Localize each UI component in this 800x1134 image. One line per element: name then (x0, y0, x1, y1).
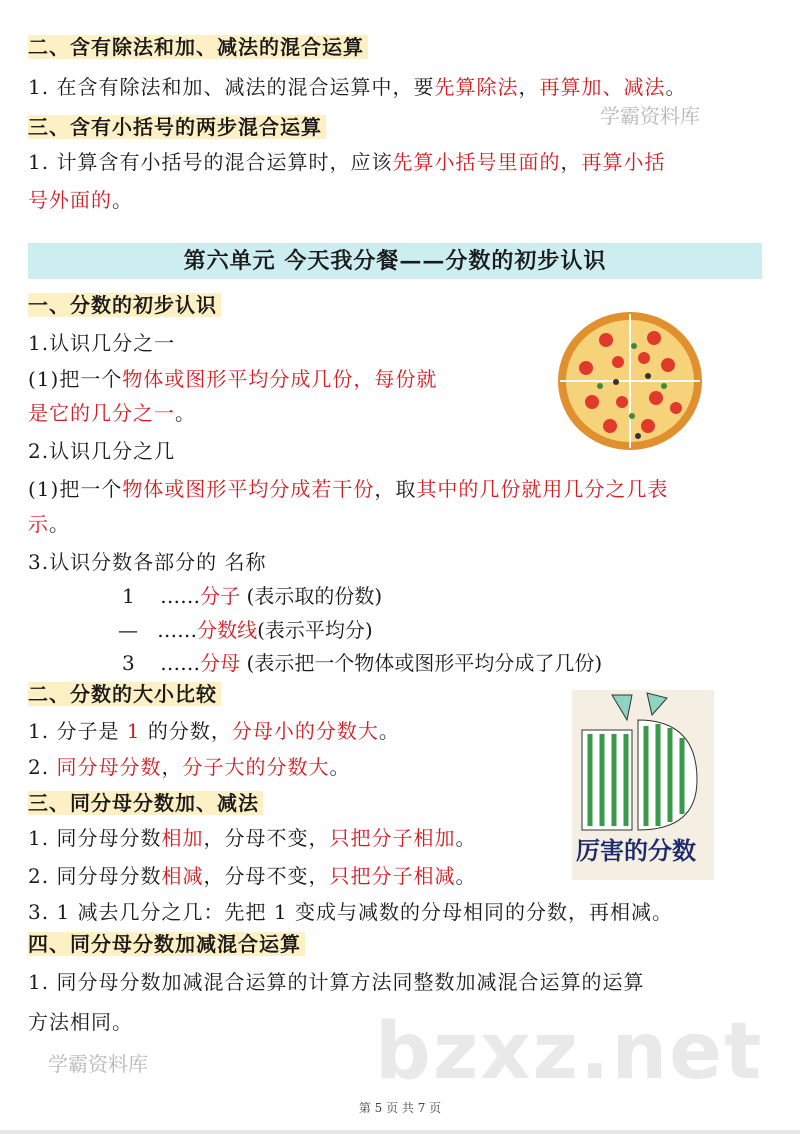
text-line (28, 147, 665, 177)
fraction-part-note: (表示平均分) (257, 618, 373, 642)
text-line (28, 436, 175, 466)
line-content (28, 550, 266, 574)
line-content (28, 755, 350, 779)
fraction-dots: …… (157, 618, 198, 642)
section-heading (28, 788, 263, 818)
line-content (28, 826, 476, 850)
text-segment: 1.认识几分之一 (28, 331, 176, 355)
section-heading (28, 32, 368, 62)
key-point-text: 相加 (161, 826, 204, 850)
text-segment: ， (161, 755, 183, 779)
text-line (28, 861, 476, 891)
heading-highlight (28, 791, 263, 815)
heading-highlight (28, 115, 326, 139)
text-line (28, 547, 266, 577)
pizza-image (556, 310, 704, 452)
fraction-symbol: — (118, 618, 138, 642)
line-content (28, 401, 196, 425)
fraction-dots: …… (160, 584, 201, 608)
text-segment: 一、分数的初步认识 (28, 293, 217, 317)
page-footer: 第 5 页 共 7 页 (358, 1101, 442, 1115)
text-segment: ，分母不变， (203, 826, 330, 850)
text-segment: 。 (455, 864, 477, 888)
text-segment: 四、同分母分数加减混合运算 (28, 932, 301, 956)
text-line (28, 509, 70, 539)
text-segment: 二、分数的大小比较 (28, 682, 217, 706)
text-line (28, 716, 400, 746)
text-line (28, 752, 350, 782)
text-segment: 1. 在含有除法和加、减法的混合运算中，要 (28, 75, 435, 99)
text-line (28, 897, 673, 927)
section-heading (28, 290, 221, 320)
key-point-text: 只把分子相减 (329, 864, 456, 888)
text-segment: ，取 (374, 477, 417, 501)
text-segment: 3. 1 减去几分之几：先把 1 变成与减数的分母相同的分数，再相减。 (28, 900, 673, 924)
key-point-text: 是它的几分之一 (28, 401, 175, 425)
key-point-text: 先算小括号里面的 (392, 150, 561, 174)
key-point-text: 只把分子相加 (329, 826, 456, 850)
watermark-site: bzxz.net (375, 1007, 764, 1097)
fraction-part-note: (表示把一个物体或图形平均分成了几份) (240, 651, 603, 675)
line-content (28, 150, 665, 174)
text-segment: 。 (112, 188, 133, 212)
line-content (28, 900, 673, 924)
heading-highlight (28, 35, 368, 59)
key-point-text: 示 (28, 512, 49, 536)
section-heading (28, 112, 326, 142)
fraction-part-name: 分母 (200, 651, 241, 675)
line-content (28, 512, 70, 536)
text-line (28, 398, 196, 428)
line-content (28, 75, 686, 99)
key-point-text: 其中的几份就用几分之几表 (416, 477, 669, 501)
fraction-part-name: 分数线 (197, 618, 258, 642)
text-line (28, 185, 133, 215)
text-segment: 。 (49, 512, 70, 536)
key-point-text: 先算除法 (434, 75, 519, 99)
text-segment: 的分数， (140, 719, 232, 743)
key-point-text: 分母小的分数大 (231, 719, 379, 743)
section-heading (28, 929, 305, 959)
line-content (28, 331, 175, 355)
text-line (28, 364, 437, 394)
key-point-text: 同分母分数 (56, 755, 162, 779)
text-segment: ， (518, 75, 540, 99)
key-point-text: 号外面的 (28, 188, 112, 212)
key-point-text: 物体或图形平均分成若干份 (122, 477, 375, 501)
fraction-illustration (572, 690, 714, 884)
text-segment: 1. 同分母分数 (28, 826, 162, 850)
fraction-part-note: (表示取的份数) (240, 584, 383, 608)
text-segment: 2. (28, 755, 57, 779)
text-segment: 。 (378, 719, 400, 743)
text-segment: 2.认识几分之几 (28, 439, 176, 463)
text-segment: 3.认识分数各部分的 名称 (28, 550, 267, 574)
key-point-text: 物体或图形平均分成几份，每份就 (122, 367, 438, 391)
key-point-text: 分子大的分数大 (182, 755, 330, 779)
text-segment: 。 (329, 755, 351, 779)
fraction-part-denominator (122, 648, 602, 678)
text-line (28, 823, 476, 853)
fraction-dots: …… (160, 651, 201, 675)
text-segment: 二、含有除法和加、减法的混合运算 (28, 35, 364, 59)
line-content (28, 970, 644, 994)
text-line (28, 474, 668, 504)
fraction-part-name: 分子 (200, 584, 241, 608)
heading-highlight (28, 682, 221, 706)
text-segment: 。 (175, 401, 196, 425)
line-content (28, 864, 476, 888)
watermark-bottom: 学霸资料库 (48, 1052, 148, 1076)
text-segment: ， (560, 150, 582, 174)
line-content (28, 439, 175, 463)
key-point-text: 再算加、减法 (539, 75, 666, 99)
key-point-text: 再算小括 (581, 150, 666, 174)
key-point-text: 1 (126, 719, 141, 743)
key-point-text: 相减 (161, 864, 204, 888)
fraction-symbol: 3 (122, 651, 135, 675)
line-content (28, 367, 437, 391)
line-content (28, 1010, 133, 1034)
text-segment: (1)把一个 (28, 477, 123, 501)
text-segment: 。 (455, 826, 477, 850)
page-edge (0, 1130, 800, 1134)
line-content (28, 188, 133, 212)
text-line (28, 1007, 133, 1037)
text-segment: 三、同分母分数加、减法 (28, 791, 259, 815)
text-line (28, 72, 686, 102)
text-segment: 方法相同。 (28, 1010, 133, 1034)
heading-highlight (28, 293, 221, 317)
watermark-top: 学霸资料库 (600, 104, 700, 128)
text-segment: 。 (665, 75, 687, 99)
text-segment: 1. 同分母分数加减混合运算的计算方法同整数加减混合运算的运算 (28, 970, 645, 994)
line-content (28, 477, 668, 501)
text-segment: 1. 分子是 (28, 719, 127, 743)
text-segment: ，分母不变， (203, 864, 330, 888)
unit-banner: 第六单元 今天我分餐——分数的初步认识 (28, 243, 762, 279)
heading-highlight (28, 932, 305, 956)
section-heading (28, 679, 221, 709)
text-line (28, 328, 175, 358)
fraction-symbol: 1 (122, 584, 135, 608)
fraction-part-line (118, 615, 373, 645)
text-segment: (1)把一个 (28, 367, 123, 391)
fraction-part-numerator (122, 581, 382, 611)
text-segment: 2. 同分母分数 (28, 864, 162, 888)
text-segment: 1. 计算含有小括号的混合运算时，应该 (28, 150, 393, 174)
text-segment: 三、含有小括号的两步混合运算 (28, 115, 322, 139)
text-line (28, 967, 644, 997)
illustration-caption: 厉害的分数 (576, 837, 696, 865)
line-content (28, 719, 400, 743)
